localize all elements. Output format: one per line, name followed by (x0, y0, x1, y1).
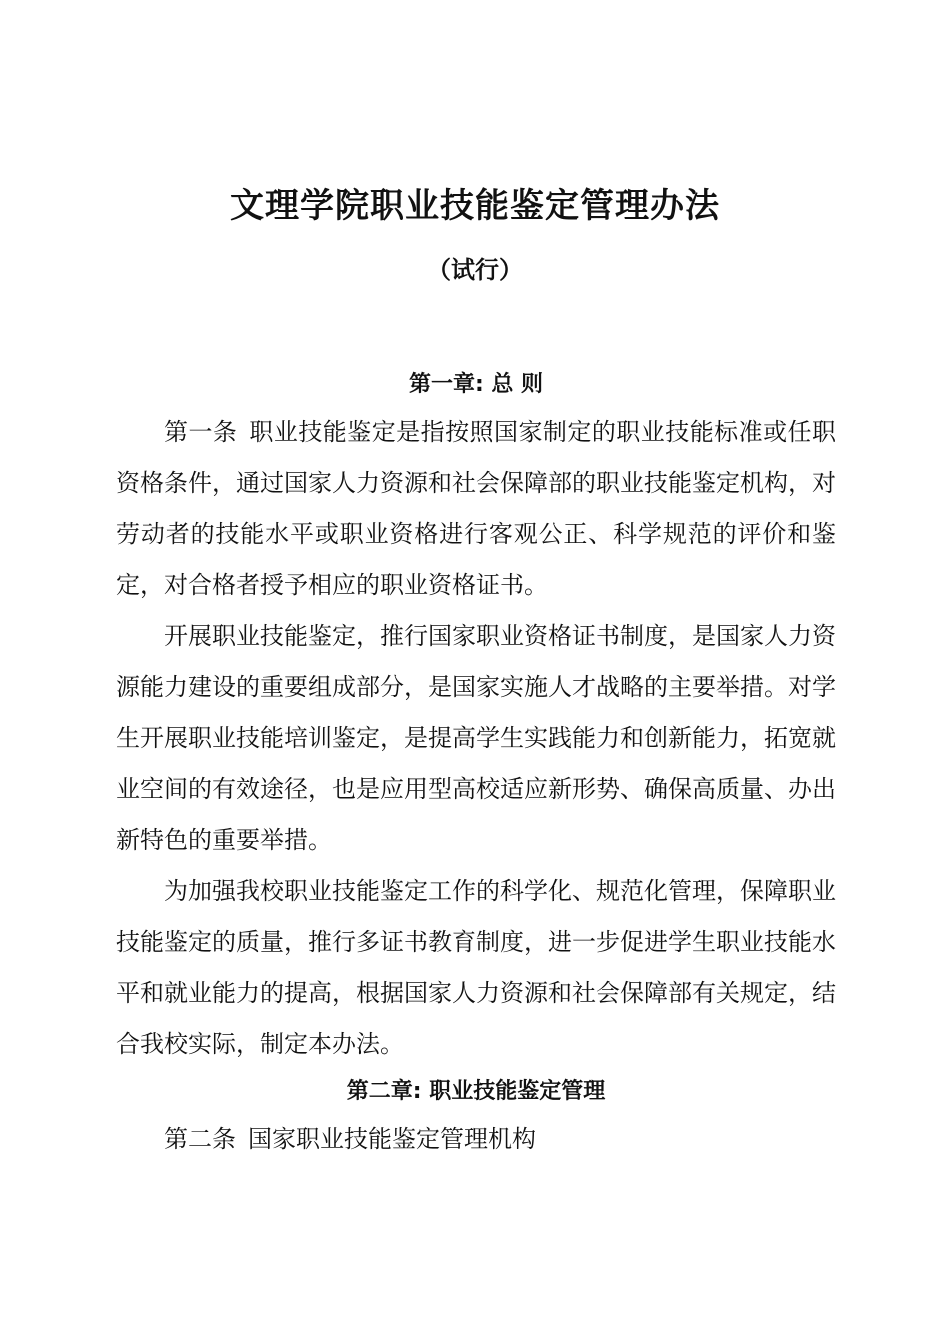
document-title: 文理学院职业技能鉴定管理办法 (230, 186, 720, 226)
paragraph-text: 职业技能鉴定是指按照国家制定的职业技能标准或任职资格条件，通过国家人力资源和社会保障部的职业技能鉴定机构，对劳动者的技能水平或职业资格进行客观公正、科学规范的评价和鉴定，对合格者授予相应的职业资格证书。 (116, 418, 837, 599)
paragraph (116, 866, 836, 1070)
paragraph (116, 1114, 836, 1165)
chapter-heading: 第二章: 职业技能鉴定管理 (346, 1079, 606, 1104)
paragraph (116, 611, 836, 866)
chapter-heading: 第一章: 总 则 (408, 372, 544, 397)
paragraph (116, 407, 836, 611)
paragraph-text: 为加强我校职业技能鉴定工作的科学化、规范化管理，保障职业技能鉴定的质量，推行多证书教育制度，进一步促进学生职业技能水平和就业能力的提高，根据国家人力资源和社会保障部有关规定，结合我校实际，制定本办法。 (116, 877, 836, 1058)
paragraph-text: 国家职业技能鉴定管理机构 (248, 1125, 536, 1153)
article-number: 第一条 (164, 418, 238, 446)
document-subtitle: （试行） (427, 256, 523, 284)
article-number: 第二条 (164, 1125, 236, 1153)
document-body (116, 363, 836, 1165)
paragraph-text: 开展职业技能鉴定，推行国家职业资格证书制度，是国家人力资源能力建设的重要组成部分，是国家实施人才战略的主要举措。对学生开展职业技能培训鉴定，是提高学生实践能力和创新能力，拓宽就业空间的有效途径，也是应用型高校适应新形势、确保高质量、办出新特色的重要举措。 (116, 622, 836, 854)
